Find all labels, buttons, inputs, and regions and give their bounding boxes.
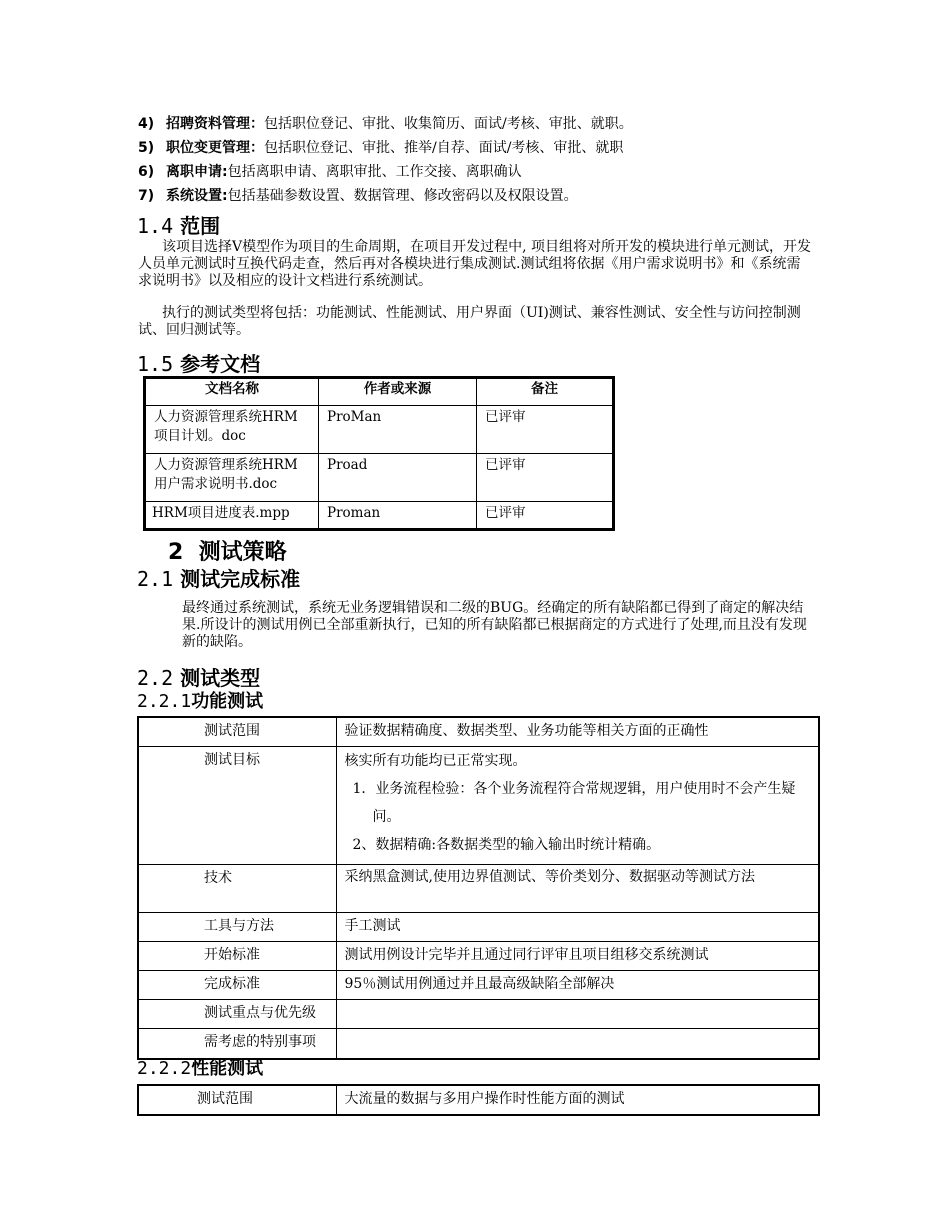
table-row (138, 865, 819, 913)
row-key: 需考虑的特别事项 (138, 1029, 336, 1059)
row-value (336, 747, 819, 865)
table-row (138, 747, 819, 865)
list-number: 5) (138, 140, 155, 156)
heading-2-1 (137, 567, 300, 591)
section-title: 测试类型 (180, 666, 261, 690)
table-row (138, 717, 819, 747)
doc-name: HRM项目进度表.mpp (145, 502, 319, 530)
section-number: 2 (168, 540, 184, 565)
list-item (138, 139, 623, 157)
doc-author: Proman (319, 502, 477, 530)
reference-table (143, 376, 615, 531)
row-value: 测试用例设计完毕并且通过同行评审且项目组移交系统测试 (336, 942, 819, 971)
row-key: 测试范围 (138, 1085, 336, 1115)
table-header-row (145, 378, 614, 406)
heading-2-2-1 (137, 691, 263, 713)
paragraph: 最终通过系统测试，系统无业务逻辑错误和二级的BUG。经确定的所有缺陷都已得到了商定的解决结果.所设计的测试用例已全部重新执行，已知的所有缺陷都已根据商定的方式进行了处理,而且没有发现新的缺陷。 (182, 600, 807, 650)
list-number: 6) (138, 164, 155, 180)
row-key: 测试目标 (138, 747, 336, 865)
section-number: 2.1 (137, 567, 174, 591)
row-key: 测试范围 (138, 717, 336, 747)
row-value-main: 核实所有功能均已正常实现。 (344, 753, 527, 769)
row-value: 手工测试 (336, 913, 819, 942)
doc-author: ProMan (319, 406, 477, 454)
list-label: 系统设置: (166, 188, 228, 204)
table-header: 备注 (477, 378, 614, 406)
section-number: 1.5 (137, 352, 174, 376)
row-value (336, 1029, 819, 1059)
doc-name: 人力资源管理系统HRM项目计划。doc (145, 406, 319, 454)
row-value: 大流量的数据与多用户操作时性能方面的测试 (336, 1085, 819, 1115)
row-value: 验证数据精确度、数据类型、业务功能等相关方面的正确性 (336, 717, 819, 747)
list-label: 招聘资料管理： (166, 116, 264, 132)
paragraph: 执行的测试类型将包括：功能测试、性能测试、用户界面（UI)测试、兼容性测试、安全性与访问控制测试、回归测试等。 (138, 305, 801, 338)
row-key: 测试重点与优先级 (138, 1000, 336, 1029)
row-value (336, 1000, 819, 1029)
section-title: 测试完成标准 (180, 567, 301, 591)
table-header: 文档名称 (145, 378, 319, 406)
doc-note: 已评审 (477, 502, 614, 530)
section-number: 2.2 (137, 666, 174, 690)
list-number: 7) (138, 188, 155, 204)
row-value-sub: 2、数据精确:各数据类型的输入输出时统计精确。 (352, 837, 661, 853)
table-row (138, 971, 819, 1000)
section-title: 测试策略 (198, 540, 287, 565)
list-label: 职位变更管理： (166, 140, 264, 156)
doc-author: Proad (319, 454, 477, 502)
functional-test-table (137, 716, 820, 1060)
row-value: 采纳黑盒测试,使用边界值测试、等价类划分、数据驱动等测试方法 (336, 865, 819, 913)
list-item (138, 115, 633, 133)
list-text: 包括离职申请、离职审批、工作交接、离职确认 (227, 164, 522, 180)
row-key: 技术 (138, 865, 336, 913)
row-key: 开始标准 (138, 942, 336, 971)
section-number: 2.2.1 (137, 691, 192, 712)
doc-name: 人力资源管理系统HRM用户需求说明书.doc (145, 454, 319, 502)
table-row (138, 942, 819, 971)
heading-2-2-2 (137, 1058, 263, 1080)
row-value-sub: 1．业务流程检验：各个业务流程符合常规逻辑，用户使用时不会产生疑问。 (352, 781, 796, 825)
heading-2-2 (137, 666, 260, 690)
table-row (145, 454, 614, 502)
table-row (145, 502, 614, 530)
section-title: 性能测试 (191, 1058, 264, 1079)
row-value: 95％测试用例通过并且最高级缺陷全部解决 (336, 971, 819, 1000)
section-title: 参考文档 (180, 352, 261, 376)
doc-note: 已评审 (477, 406, 614, 454)
section-title: 范围 (180, 214, 221, 238)
list-text: 包括职位登记、审批、推举/自荐、面试/考核、审批、就职 (264, 140, 624, 156)
section-number: 1.4 (137, 214, 174, 238)
list-label: 离职申请: (166, 164, 228, 180)
table-row (138, 1085, 819, 1115)
row-key: 完成标准 (138, 971, 336, 1000)
list-text: 包括基础参数设置、数据管理、修改密码以及权限设置。 (227, 188, 578, 204)
table-row (138, 1029, 819, 1059)
paragraph: 该项目选择V模型作为项目的生命周期，在项目开发过程中, 项目组将对所开发的模块进行单元测试，开发人员单元测试时互换代码走查，然后再对各模块进行集成测试.测试组将依据《用户需求说明书》和《系统需求说明书》以及相应的设计文档进行系统测试。 (138, 239, 812, 289)
heading-1-4 (137, 214, 220, 238)
list-text: 包括职位登记、审批、收集简历、面试/考核、审批、就职。 (264, 116, 633, 132)
list-number: 4) (138, 116, 155, 132)
doc-note: 已评审 (477, 454, 614, 502)
section-number: 2.2.2 (137, 1058, 192, 1079)
list-item (138, 163, 522, 181)
heading-2 (168, 540, 287, 566)
table-header: 作者或来源 (319, 378, 477, 406)
section-title: 功能测试 (191, 691, 264, 712)
row-key: 工具与方法 (138, 913, 336, 942)
performance-test-table (137, 1084, 820, 1116)
heading-1-5 (137, 352, 260, 376)
table-row (138, 1000, 819, 1029)
table-row (138, 913, 819, 942)
table-row (145, 406, 614, 454)
list-item (138, 187, 578, 205)
